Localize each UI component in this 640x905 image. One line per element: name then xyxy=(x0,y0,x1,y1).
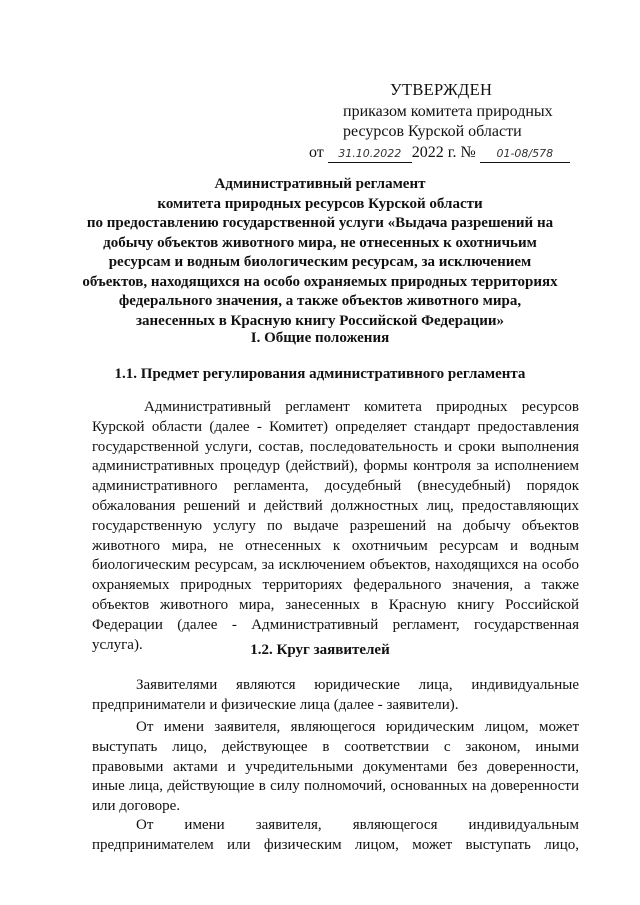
approval-title: УТВЕРЖДЕН xyxy=(390,80,493,99)
paragraph-1-1 xyxy=(92,398,579,655)
year-suffix: 2022 г. xyxy=(411,144,457,161)
section-title: I. Общие положения xyxy=(250,330,390,346)
text-line: От имени заявителя, являющегося индивидуальным xyxy=(136,817,579,833)
heading-line: добычу объектов животного мира, не отнесенных к охотничьим xyxy=(103,234,537,251)
text-line: биологическим ресурсам, за исключением объектов, находящихся на особо xyxy=(92,557,579,574)
text-line: От имени заявителя, являющегося юридическим лицом, может xyxy=(136,719,579,735)
text-line: обжалования решений и действий должностных лиц, предоставляющих xyxy=(92,497,579,514)
text-line: услуга). xyxy=(92,636,143,653)
text-line: Административный регламент комитета природных ресурсов xyxy=(144,399,579,415)
number-label: № xyxy=(460,144,476,161)
handwritten-number: 01-08/578 xyxy=(480,146,570,163)
text-line: охраняемых природных территориях федерального значения, а также xyxy=(92,577,579,594)
approval-line-2: ресурсов Курской области xyxy=(343,123,522,140)
heading-line: федерального значения, а также объектов животного мира, xyxy=(118,293,522,309)
heading-line: Административный регламент xyxy=(214,176,426,192)
text-line: предприниматели и физические лица (далее - заявители). xyxy=(92,696,459,713)
text-line: или договоре. xyxy=(92,798,181,815)
from-label: от xyxy=(309,144,324,161)
heading-line: ресурсам и водным биологическим ресурсам, за исключением xyxy=(108,254,532,270)
text-line: объектов животного мира, занесенных в Красную книгу Российской xyxy=(92,596,579,613)
approval-date-line xyxy=(309,143,570,163)
text-line: Заявителями являются юридические лица, индивидуальные xyxy=(136,677,579,693)
approval-line-1: приказом комитета природных xyxy=(343,103,553,120)
heading-line: комитета природных ресурсов Курской области xyxy=(157,195,483,212)
text-line: государственной услуги, состав, последовательность и сроки выполнения xyxy=(92,438,579,455)
document-heading xyxy=(60,175,580,331)
text-line: животного мира, не отнесенных к охотничьим ресурсам и водным xyxy=(92,537,579,554)
text-line: Курской области (далее - Комитет) определяет стандарт предоставления xyxy=(92,418,579,435)
heading-line: занесенных в Красную книгу Российской Федерации» xyxy=(135,312,505,329)
handwritten-date: 31.10.2022 xyxy=(328,146,412,163)
text-line: Федерации (далее - Административный регламент, государственная xyxy=(92,616,579,633)
text-line: правовыми актами и учредительными документами без доверенности, xyxy=(92,758,579,775)
text-line: административных процедур (действий), формы контроля за исполнением xyxy=(92,458,579,475)
heading-line: объектов, находящихся на особо охраняемых природных территориях xyxy=(82,273,558,290)
text-line: административного регламента, досудебный (внесудебный) порядок xyxy=(92,478,579,495)
text-line: государственную услугу по выдаче разрешений на добычу объектов xyxy=(92,517,579,534)
paragraph-1-2-a xyxy=(92,676,579,716)
text-line: выступать лицо, действующее в соответствии с законом, иными xyxy=(92,738,579,755)
subsection-title: 1.1. Предмет регулирования административного регламента xyxy=(114,366,526,382)
paragraph-1-2-c xyxy=(92,816,579,856)
paragraph-1-2-b xyxy=(92,718,579,817)
heading-line: по предоставлению государственной услуги «Выдача разрешений на xyxy=(86,215,554,231)
subsection-title: 1.2. Круг заявителей xyxy=(250,642,390,658)
text-line: иные лица, действующие в силу полномочий, основанных на доверенности xyxy=(92,778,579,795)
text-line: предпринимателем или физическим лицом, может выступать лицо, xyxy=(92,836,579,853)
